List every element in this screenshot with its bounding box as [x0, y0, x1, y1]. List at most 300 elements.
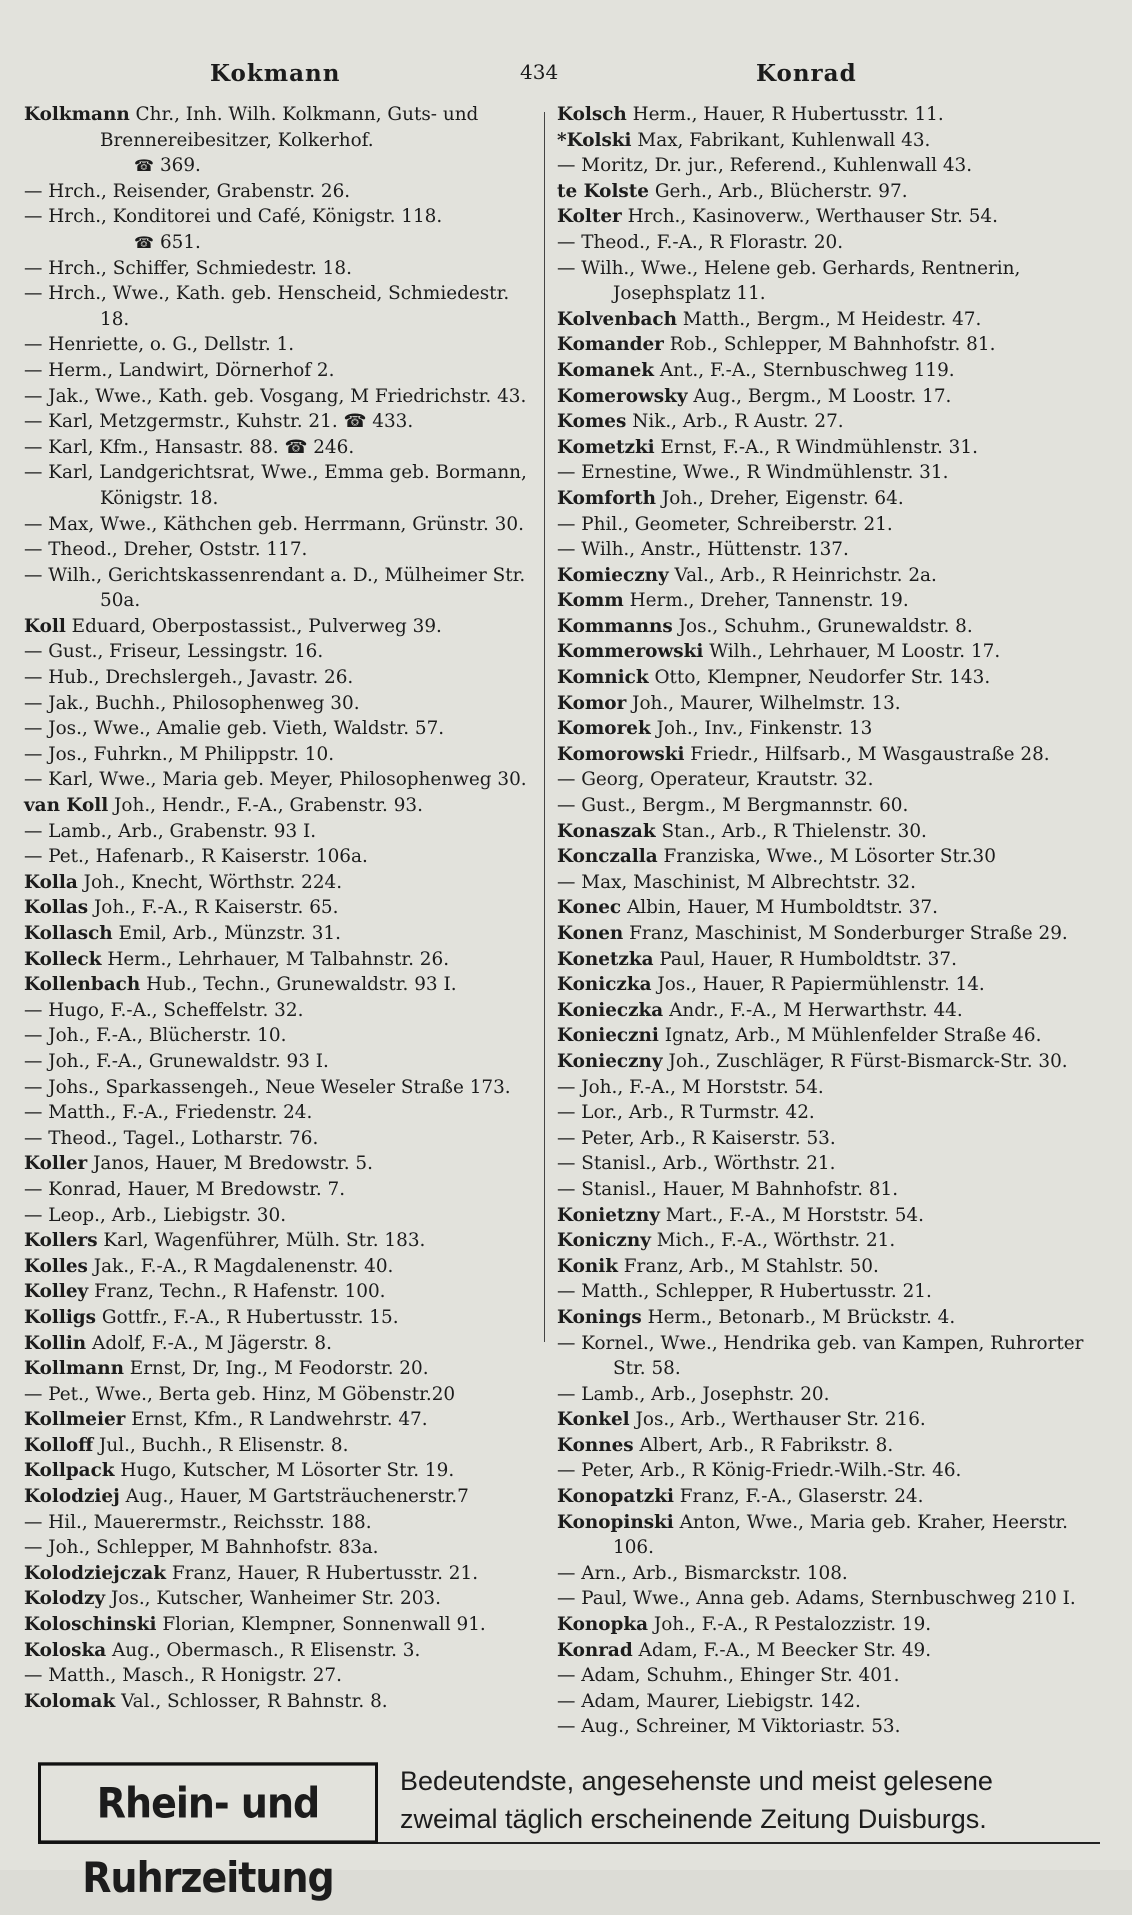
directory-entry [24, 1023, 544, 1049]
entry-surname: Konopinski [557, 1511, 674, 1533]
entry-details: Val., Schlosser, R Bahnstr. 8. [115, 1690, 388, 1712]
entry-surname: Kollmeier [24, 1409, 126, 1431]
entry-surname: Konkel [557, 1409, 630, 1431]
entry-details: Mart., F.-A., M Horststr. 54. [659, 1204, 924, 1226]
directory-entry [557, 1663, 1097, 1689]
directory-entry [557, 256, 1097, 307]
entry-details: Franz, Maschinist, M Sonderburger Straße 29. [623, 923, 1068, 944]
entry-details: Aug., Obermasch., R Elisenstr. 3. [106, 1639, 421, 1661]
phone-entry [24, 230, 544, 256]
entry-details: — Jak., Buchh., Philosophenweg 30. [24, 692, 360, 714]
directory-entry [557, 230, 1097, 256]
directory-entry [24, 1663, 544, 1689]
entry-details: Joh., Zuschläger, R Fürst-Bismarck-Str. 30. [662, 1050, 1068, 1072]
directory-entry [557, 102, 1097, 128]
directory-entry [557, 204, 1097, 230]
entry-surname: Koniczka [557, 974, 652, 996]
directory-entry [557, 435, 1097, 461]
right-keyword: Konrad [756, 60, 857, 87]
directory-entry [24, 256, 544, 282]
banner-line-1: Bedeutendste, angesehenste und meist gelesene [400, 1766, 993, 1796]
page-number: 434 [520, 60, 559, 84]
entry-surname: Konnes [557, 1434, 634, 1456]
entry-surname: Kolodziejczak [24, 1562, 167, 1584]
entry-details: Hrch., Kasinoverw., Werthauser Str. 54. [621, 206, 998, 228]
directory-entry [24, 639, 544, 665]
entry-surname: Kolley [24, 1281, 89, 1303]
directory-entry [557, 716, 1097, 742]
entry-surname: Kolloff [24, 1434, 94, 1456]
entry-details: — Joh., Schlepper, M Bahnhofstr. 83a. [24, 1537, 379, 1559]
entry-details: Aug., Bergm., M Loostr. 17. [687, 385, 952, 407]
directory-entry [557, 1203, 1097, 1229]
entry-details: Chr., Inh. Wilh. Kolkmann, Guts- und Brennereibesitzer, Kolkerhof. [100, 104, 479, 151]
entry-surname: Komieczny [557, 564, 669, 586]
directory-entry [557, 486, 1097, 512]
entry-surname: Kollas [24, 897, 89, 919]
directory-entry [24, 1100, 544, 1126]
entry-details: — Stanisl., Arb., Wörthstr. 21. [557, 1153, 836, 1175]
directory-entry [557, 1433, 1097, 1459]
entry-surname: Konings [557, 1306, 642, 1328]
entry-details: — Konrad, Hauer, M Bredowstr. 7. [24, 1178, 346, 1200]
entry-details: — Wilh., Wwe., Helene geb. Gerhards, Rentnerin, Josephsplatz 11. [557, 257, 1021, 305]
entry-surname: Kolvenbach [557, 308, 677, 330]
entry-surname: Koloschinski [24, 1614, 157, 1636]
entry-details: — Moritz, Dr. jur., Referend., Kuhlenwall 43. [557, 155, 973, 177]
entry-details: Albin, Hauer, M Humboldtstr. 37. [621, 897, 938, 919]
entry-details: Ernst, F.-A., R Windmühlenstr. 31. [654, 436, 978, 458]
left-keyword: Kokmann [210, 60, 341, 87]
entry-surname: Konik [557, 1255, 618, 1277]
entry-details: Franz, Techn., R Hafenstr. 100. [88, 1281, 386, 1303]
directory-entry [24, 384, 544, 410]
directory-entry [557, 153, 1097, 179]
directory-entry [557, 1049, 1097, 1075]
entry-details: — Hugo, F.-A., Scheffelstr. 32. [24, 999, 304, 1021]
directory-entry [24, 102, 544, 153]
entry-details: Andr., F.-A., M Herwarthstr. 44. [663, 999, 963, 1021]
entry-details: Anton, Wwe., Maria geb. Kraher, Heerstr. 106. [613, 1511, 1068, 1559]
advertisement-banner [38, 1766, 1100, 1902]
entry-details: — Hrch., Schiffer, Schmiedestr. 18. [24, 257, 352, 279]
directory-entry [557, 1305, 1097, 1331]
directory-entry [557, 1586, 1097, 1612]
directory-entry [24, 844, 544, 870]
entry-details: — Henriette, o. G., Dellstr. 1. [24, 334, 295, 356]
directory-entry [24, 1586, 544, 1612]
page-header [0, 52, 1132, 92]
directory-entry [557, 1638, 1097, 1664]
entry-details: — Peter, Arb., R Kaiserstr. 53. [557, 1127, 836, 1149]
entry-details: Hugo, Kutscher, M Lösorter Str. 19. [114, 1460, 455, 1482]
entry-details: — Lamb., Arb., Grabenstr. 93 I. [24, 820, 317, 842]
directory-entry [24, 665, 544, 691]
directory-entry [557, 1075, 1097, 1101]
directory-entry [557, 998, 1097, 1024]
entry-details: — Wilh., Gerichtskassenrendant a. D., Mülheimer Str. 50a. [24, 564, 526, 612]
entry-details: — Hrch., Reisender, Grabenstr. 26. [24, 180, 351, 202]
directory-entry [557, 512, 1097, 538]
entry-surname: Koller [24, 1153, 88, 1175]
entry-surname: Kollasch [24, 923, 113, 944]
entry-details: Joh., Maurer, Wilhelmstr. 13. [626, 692, 901, 714]
entry-surname: Kolkmann [24, 104, 130, 125]
entry-details: — Gust., Bergm., M Bergmannstr. 60. [557, 795, 909, 817]
entry-surname: Konopka [557, 1614, 649, 1636]
entry-details: — Herm., Landwirt, Dörnerhof 2. [24, 359, 335, 381]
entry-details: Rob., Schlepper, M Bahnhofstr. 81. [663, 334, 996, 356]
directory-entry [557, 1612, 1097, 1638]
directory-entry [557, 1126, 1097, 1152]
entry-surname: Komorek [557, 718, 651, 740]
directory-entry [24, 1458, 544, 1484]
banner-line-2: zweimal täglich erscheinende Zeitung Duisburgs. [400, 1804, 987, 1834]
directory-entry [557, 384, 1097, 410]
directory-entry [557, 767, 1097, 793]
directory-entry [24, 1177, 544, 1203]
entry-details: — Stanisl., Hauer, M Bahnhofstr. 81. [557, 1178, 899, 1200]
entry-details: — Gust., Friseur, Lessingstr. 16. [24, 641, 324, 663]
directory-entry [557, 307, 1097, 333]
entry-surname: van Koll [24, 795, 109, 817]
entry-details: Jos., Hauer, R Papiermühlenstr. 14. [651, 974, 985, 996]
directory-entry [557, 1228, 1097, 1254]
directory-entry [24, 537, 544, 563]
directory-entry [24, 1356, 544, 1382]
entry-surname: Kollenbach [24, 974, 141, 996]
directory-entry [557, 1689, 1097, 1715]
directory-entry [24, 1433, 544, 1459]
entry-details: — Wilh., Anstr., Hüttenstr. 137. [557, 539, 849, 561]
entry-details: — Lamb., Arb., Josephstr. 20. [557, 1383, 830, 1405]
directory-entry [557, 1714, 1097, 1740]
directory-entry [557, 128, 1097, 154]
directory-entry [24, 1331, 544, 1357]
newspaper-name: Rhein- und Ruhrzeitung [38, 1762, 378, 1843]
entry-surname: Koll [24, 615, 66, 637]
entry-details: — Hrch., Wwe., Kath. geb. Henscheid, Schmiedestr. 18. [24, 283, 510, 330]
entry-details: Herm., Hauer, R Hubertusstr. 11. [626, 104, 944, 125]
entry-surname: Konieczni [557, 1025, 659, 1047]
directory-entry [557, 1510, 1097, 1561]
telephone-icon: ☎ [134, 156, 154, 176]
entry-details: Eduard, Oberpostassist., Pulverweg 39. [65, 615, 442, 637]
entry-details: Otto, Klempner, Neudorfer Str. 143. [648, 667, 991, 689]
entry-details: — Johs., Sparkassengeh., Neue Weseler Straße 173. [24, 1076, 511, 1098]
entry-surname: Komorowski [557, 743, 685, 765]
directory-entry [24, 1689, 544, 1715]
entry-surname: Konetzka [557, 948, 654, 970]
entry-details: Max, Fabrikant, Kuhlenwall 43. [631, 129, 931, 151]
directory-entry [557, 563, 1097, 589]
directory-entry [557, 921, 1097, 947]
directory-entry [24, 614, 544, 640]
directory-entry [24, 1228, 544, 1254]
directory-entry [557, 1279, 1097, 1305]
entry-details: Gerh., Arb., Blücherstr. 97. [648, 180, 908, 202]
entry-details: — Jos., Wwe., Amalie geb. Vieth, Waldstr. 57. [24, 718, 445, 740]
entry-details: Adolf, F.-A., M Jägerstr. 8. [86, 1332, 332, 1354]
entry-details: — Pet., Hafenarb., R Kaiserstr. 106a. [24, 846, 368, 868]
entry-details: — Paul, Wwe., Anna geb. Adams, Sternbuschweg 210 I. [557, 1588, 1076, 1610]
entry-details: — Max, Wwe., Käthchen geb. Herrmann, Grünstr. 30. [24, 513, 524, 535]
entry-surname: Koloska [24, 1639, 107, 1661]
directory-entry [557, 895, 1097, 921]
entry-details: — Ernestine, Wwe., R Windmühlenstr. 31. [557, 462, 949, 484]
directory-entry [557, 972, 1097, 998]
entry-details: — Hrch., Konditorei und Café, Königstr. 118. [24, 206, 443, 228]
directory-entry [24, 1535, 544, 1561]
directory-entry [557, 1177, 1097, 1203]
entry-details: — Theod., F.-A., R Florastr. 20. [557, 231, 844, 253]
directory-entry [557, 358, 1097, 384]
directory-entry [557, 1484, 1097, 1510]
directory-entry [24, 435, 544, 461]
directory-entry [24, 1638, 544, 1664]
entry-details: Friedr., Hilfsarb., M Wasgaustraße 28. [684, 743, 1050, 765]
entry-details: — Joh., F.-A., Blücherstr. 10. [24, 1025, 287, 1047]
entry-details: Wilh., Lehrhauer, M Loostr. 17. [703, 641, 1001, 663]
entry-details: — Jos., Fuhrkn., M Philippstr. 10. [24, 743, 335, 765]
directory-entry [24, 1151, 544, 1177]
entry-surname: Kollmann [24, 1358, 124, 1380]
directory-entry [557, 1331, 1097, 1382]
entry-details: — Adam, Schuhm., Ehinger Str. 401. [557, 1665, 900, 1687]
entry-surname: Komerowsky [557, 385, 688, 407]
entry-details: Karl, Wagenführer, Mülh. Str. 183. [97, 1230, 426, 1252]
entry-surname: Komes [557, 411, 627, 433]
entry-details: Joh., Hendr., F.-A., Grabenstr. 93. [108, 795, 423, 817]
entry-details: Adam, F.-A., M Beecker Str. 49. [632, 1639, 932, 1661]
directory-entry [24, 281, 544, 332]
directory-entry [557, 1458, 1097, 1484]
entry-details: Jos., Kutscher, Wanheimer Str. 203. [105, 1588, 441, 1610]
directory-entry [557, 1151, 1097, 1177]
entry-details: — Phil., Geometer, Schreiberstr. 21. [557, 513, 893, 535]
directory-entry [24, 716, 544, 742]
directory-entry [24, 947, 544, 973]
entry-details: — Karl, Metzgermstr., Kuhstr. 21. ☎ 433. [24, 411, 414, 433]
directory-entry [24, 1407, 544, 1433]
entry-details: — Karl, Wwe., Maria geb. Meyer, Philosophenweg 30. [24, 769, 527, 791]
entry-details: — Max, Maschinist, M Albrechtstr. 32. [557, 871, 916, 893]
directory-entry [557, 537, 1097, 563]
entry-surname: Konec [557, 897, 622, 919]
entry-details: Nik., Arb., R Austr. 27. [626, 411, 844, 433]
directory-entry [24, 1510, 544, 1536]
entry-surname: Kolsch [557, 104, 627, 125]
entry-surname: Konczalla [557, 846, 658, 868]
entry-details: Ernst, Kfm., R Landwehrstr. 47. [125, 1409, 428, 1431]
entry-details: Aug., Hauer, M Gartsträuchenerstr.7 [119, 1486, 469, 1508]
directory-entry [24, 1254, 544, 1280]
phone-entry [24, 153, 544, 179]
directory-entry [557, 1023, 1097, 1049]
entry-surname: Kolles [24, 1255, 88, 1277]
directory-entry [24, 895, 544, 921]
entry-details: — Matth., F.-A., Friedenstr. 24. [24, 1102, 313, 1124]
entry-details: Florian, Klempner, Sonnenwall 91. [156, 1614, 486, 1636]
entry-surname: Kommanns [557, 615, 673, 637]
directory-entry [24, 1484, 544, 1510]
entry-details: — Jak., Wwe., Kath. geb. Vosgang, M Friedrichstr. 43. [24, 385, 527, 407]
directory-entry [557, 1407, 1097, 1433]
entry-surname: Kometzki [557, 436, 655, 458]
entry-details: Albert, Arb., R Fabrikstr. 8. [633, 1434, 894, 1456]
directory-entry [24, 742, 544, 768]
entry-surname: *Kolski [557, 129, 632, 151]
entry-surname: Kolligs [24, 1306, 97, 1328]
directory-entry [557, 1382, 1097, 1408]
entry-details: Herm., Dreher, Tannenstr. 19. [623, 590, 909, 612]
entry-details: — Joh., F.-A., M Horststr. 54. [557, 1076, 824, 1098]
entry-details: — Karl, Landgerichtsrat, Wwe., Emma geb. Bormann, Königstr. 18. [24, 462, 527, 509]
directory-entry [557, 460, 1097, 486]
directory-entry [24, 512, 544, 538]
directory-entry [24, 870, 544, 896]
entry-surname: Komm [557, 590, 624, 612]
entry-surname: Konopatzki [557, 1486, 674, 1508]
entry-details: Ant., F.-A., Sternbuschweg 119. [654, 359, 955, 381]
left-column [24, 102, 544, 1714]
entry-details: Hub., Techn., Grunewaldstr. 93 I. [140, 974, 457, 996]
entry-surname: Kolodzy [24, 1588, 106, 1610]
directory-entry [24, 998, 544, 1024]
directory-entry [557, 691, 1097, 717]
entry-surname: Koniczny [557, 1230, 651, 1252]
directory-entry [557, 870, 1097, 896]
entry-details: Joh., F.-A., R Kaiserstr. 65. [88, 897, 339, 919]
directory-entry [557, 1100, 1097, 1126]
entry-details: Franz, F.-A., Glaserstr. 24. [673, 1486, 924, 1508]
entry-details: Mich., F.-A., Wörthstr. 21. [650, 1230, 896, 1252]
directory-entry [24, 1382, 544, 1408]
entry-details: Jul., Buchh., R Elisenstr. 8. [93, 1434, 349, 1456]
entry-surname: Konrad [557, 1639, 633, 1661]
entry-details: — Lor., Arb., R Turmstr. 42. [557, 1102, 815, 1124]
entry-details: — Leop., Arb., Liebigstr. 30. [24, 1204, 287, 1226]
entry-surname: te Kolste [557, 180, 649, 202]
directory-entry [24, 767, 544, 793]
directory-entry [24, 1075, 544, 1101]
entry-details: — Adam, Maurer, Liebigstr. 142. [557, 1690, 861, 1712]
directory-entry [24, 409, 544, 435]
entry-surname: Kollers [24, 1230, 98, 1252]
entry-details: — Matth., Masch., R Honigstr. 27. [24, 1665, 342, 1687]
directory-entry [557, 1254, 1097, 1280]
column-divider [544, 112, 545, 1342]
directory-entry [24, 1561, 544, 1587]
phone-number: 369. [159, 155, 201, 177]
directory-entry [24, 1279, 544, 1305]
directory-entry [24, 358, 544, 384]
directory-entry [24, 972, 544, 998]
entry-details: — Hil., Mauerermstr., Reichsstr. 188. [24, 1511, 372, 1533]
entry-surname: Konaszak [557, 820, 656, 842]
directory-entry [24, 204, 544, 230]
directory-entry [24, 921, 544, 947]
entry-surname: Kolla [24, 871, 78, 893]
entry-details: Joh., Knecht, Wörthstr. 224. [77, 871, 343, 893]
entry-surname: Kollpack [24, 1460, 115, 1482]
entry-surname: Komforth [557, 487, 657, 509]
entry-details: — Matth., Schlepper, R Hubertusstr. 21. [557, 1281, 932, 1303]
directory-entry [557, 742, 1097, 768]
entry-surname: Konietzny [557, 1204, 660, 1226]
directory-entry [24, 819, 544, 845]
directory-entry [557, 332, 1097, 358]
directory-entry [557, 819, 1097, 845]
directory-entry [557, 639, 1097, 665]
entry-details: Paul, Hauer, R Humboldtstr. 37. [653, 948, 957, 970]
entry-surname: Kolter [557, 206, 622, 228]
entry-details: — Peter, Arb., R König-Friedr.-Wilh.-Str. 46. [557, 1460, 962, 1482]
entry-details: — Joh., F.-A., Grunewaldstr. 93 I. [24, 1050, 329, 1072]
entry-surname: Kolleck [24, 948, 102, 970]
entry-details: Matth., Bergm., M Heidestr. 47. [676, 308, 982, 330]
entry-surname: Kolodziej [24, 1486, 120, 1508]
entry-details: Jos., Schuhm., Grunewaldstr. 8. [672, 615, 973, 637]
directory-entry [557, 947, 1097, 973]
directory-entry [557, 409, 1097, 435]
telephone-icon: ☎ [134, 232, 154, 252]
entry-surname: Konieczka [557, 999, 664, 1021]
entry-surname: Komander [557, 334, 664, 356]
directory-entry [24, 1612, 544, 1638]
entry-details: Herm., Lehrhauer, M Talbahnstr. 26. [101, 948, 450, 970]
entry-details: Franz, Hauer, R Hubertusstr. 21. [166, 1562, 479, 1584]
entry-details: Franziska, Wwe., M Lösorter Str.30 [657, 846, 996, 868]
directory-entry [557, 588, 1097, 614]
phone-number: 651. [159, 231, 201, 253]
entry-surname: Kolomak [24, 1690, 116, 1712]
directory-entry [24, 563, 544, 614]
entry-details: Emil, Arb., Münzstr. 31. [112, 923, 341, 944]
entry-details: Val., Arb., R Heinrichstr. 2a. [668, 564, 937, 586]
entry-surname: Konen [557, 923, 624, 944]
directory-entry [557, 614, 1097, 640]
directory-entry [557, 844, 1097, 870]
directory-entry [557, 793, 1097, 819]
entry-details: — Theod., Tagel., Lotharstr. 76. [24, 1127, 319, 1149]
directory-entry [557, 1561, 1097, 1587]
entry-details: — Kornel., Wwe., Hendrika geb. van Kampen, Ruhrorter Str. 58. [557, 1332, 1084, 1380]
directory-entry [24, 1126, 544, 1152]
entry-details: — Aug., Schreiner, M Viktoriastr. 53. [557, 1716, 901, 1738]
entry-details: Jak., F.-A., R Magdalenenstr. 40. [87, 1255, 394, 1277]
entry-surname: Kommerowski [557, 641, 704, 663]
directory-entry [557, 179, 1097, 205]
directory-entry [24, 332, 544, 358]
directory-entry [24, 460, 544, 511]
directory-entry [24, 179, 544, 205]
entry-details: Gottfr., F.-A., R Hubertusstr. 15. [96, 1306, 399, 1328]
entry-details: — Karl, Kfm., Hansastr. 88. ☎ 246. [24, 436, 355, 458]
directory-entry [24, 1203, 544, 1229]
entry-details: — Georg, Operateur, Krautstr. 32. [557, 769, 874, 791]
directory-entry [24, 1305, 544, 1331]
directory-entry [557, 665, 1097, 691]
entry-details: Janos, Hauer, M Bredowstr. 5. [87, 1153, 373, 1175]
entry-details: Jos., Arb., Werthauser Str. 216. [629, 1409, 926, 1431]
entry-details: — Pet., Wwe., Berta geb. Hinz, M Göbenstr.20 [24, 1383, 456, 1405]
entry-details: Joh., Inv., Finkenstr. 13 [650, 718, 873, 740]
entry-details: — Theod., Dreher, Oststr. 117. [24, 539, 308, 561]
entry-details: Franz, Arb., M Stahlstr. 50. [617, 1255, 879, 1277]
entry-surname: Komanek [557, 359, 655, 381]
entry-surname: Komor [557, 692, 627, 714]
